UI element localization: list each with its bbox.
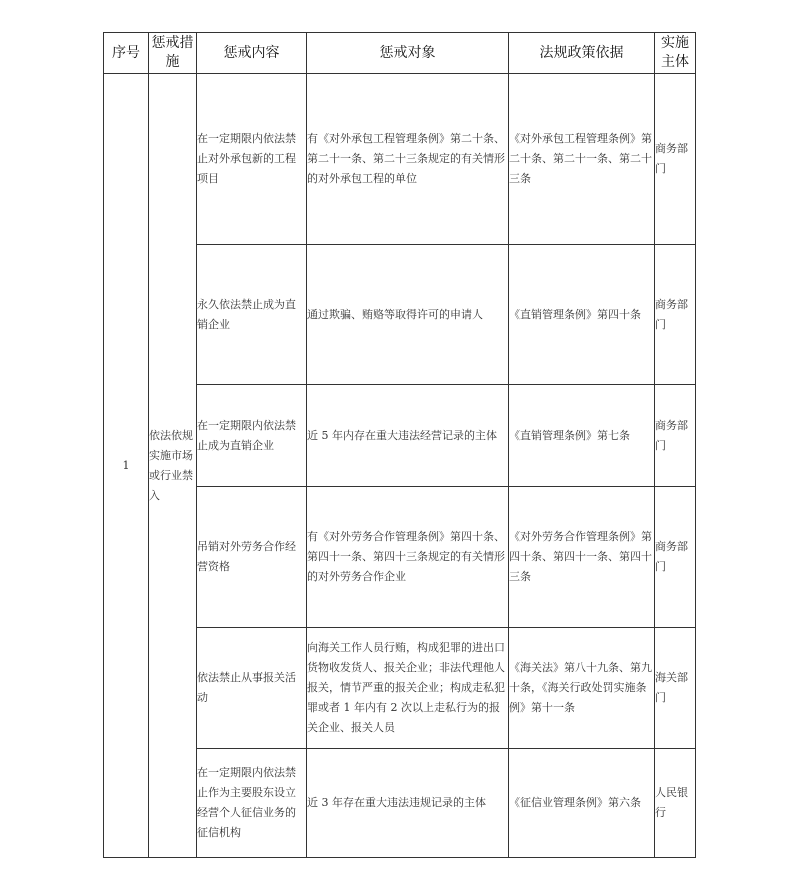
agency-cell: 商务部门 (655, 245, 696, 385)
content-cell: 永久依法禁止成为直销企业 (197, 245, 307, 385)
basis-cell: 《对外劳务合作管理条例》第四十条、第四十一条、第四十三条 (509, 487, 655, 628)
header-basis: 法规政策依据 (509, 33, 655, 74)
target-cell: 有《对外承包工程管理条例》第二十条、第二十一条、第二十三条规定的有关情形的对外承包工程的单位 (307, 74, 509, 245)
content-cell: 在一定期限内依法禁止成为直销企业 (197, 385, 307, 487)
agency-cell: 商务部门 (655, 385, 696, 487)
header-measure: 惩戒措施 (149, 33, 197, 74)
target-cell: 通过欺骗、贿赂等取得许可的申请人 (307, 245, 509, 385)
basis-cell: 《直销管理条例》第七条 (509, 385, 655, 487)
agency-cell: 人民银行 (655, 749, 696, 858)
agency-cell: 商务部门 (655, 74, 696, 245)
basis-cell: 《对外承包工程管理条例》第二十条、第二十一条、第二十三条 (509, 74, 655, 245)
agency-cell: 海关部门 (655, 628, 696, 749)
header-content: 惩戒内容 (197, 33, 307, 74)
header-target: 惩戒对象 (307, 33, 509, 74)
content-cell: 在一定期限内依法禁止对外承包新的工程项目 (197, 74, 307, 245)
target-cell: 向海关工作人员行贿，构成犯罪的进出口货物收发货人、报关企业；非法代理他人报关，情节严重的报关企业；构成走私犯罪或者 1 年内有 2 次以上走私行为的报关企业、报关人员 (307, 628, 509, 749)
content-cell: 吊销对外劳务合作经营资格 (197, 487, 307, 628)
basis-cell: 《海关法》第八十九条、第九十条，《海关行政处罚实施条例》第十一条 (509, 628, 655, 749)
sanctions-table (103, 32, 696, 858)
measure-cell: 依法依规实施市场或行业禁入 (149, 74, 197, 858)
header-row (104, 33, 696, 74)
target-cell: 近 5 年内存在重大违法经营记录的主体 (307, 385, 509, 487)
row-number: 1 (104, 74, 149, 858)
table-row (104, 74, 696, 245)
basis-cell: 《直销管理条例》第四十条 (509, 245, 655, 385)
content-cell: 依法禁止从事报关活动 (197, 628, 307, 749)
header-agency: 实施主体 (655, 33, 696, 74)
target-cell: 近 3 年存在重大违法违规记录的主体 (307, 749, 509, 858)
header-no: 序号 (104, 33, 149, 74)
basis-cell: 《征信业管理条例》第六条 (509, 749, 655, 858)
content-cell: 在一定期限内依法禁止作为主要股东设立经营个人征信业务的征信机构 (197, 749, 307, 858)
agency-cell: 商务部门 (655, 487, 696, 628)
target-cell: 有《对外劳务合作管理条例》第四十条、第四十一条、第四十三条规定的有关情形的对外劳务合作企业 (307, 487, 509, 628)
